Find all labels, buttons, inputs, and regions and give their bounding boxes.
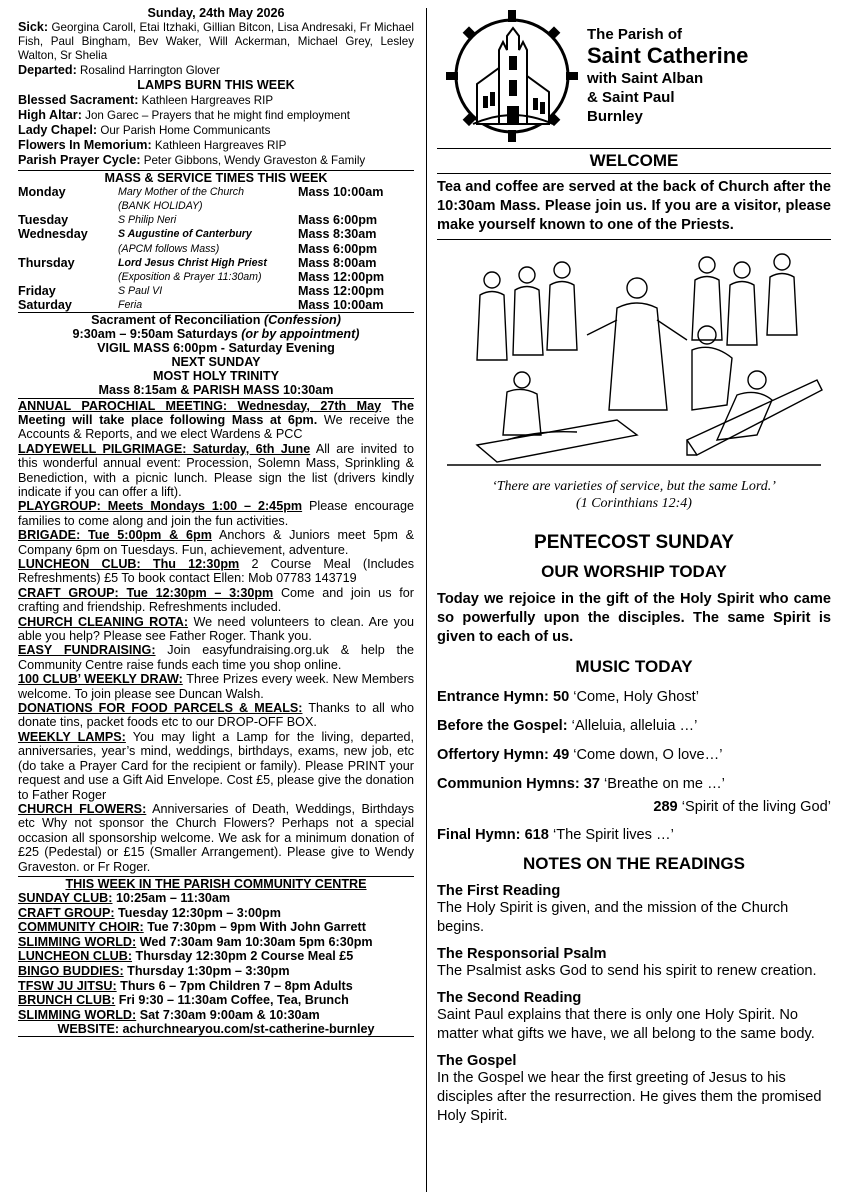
reading-text: Saint Paul explains that there is only one Holy Spirit. No matter what gifts we have, we all belong to the same body.	[437, 1007, 815, 1042]
centre-item	[18, 920, 414, 935]
lamp-line	[18, 123, 414, 138]
schedule-day: Saturday	[18, 297, 72, 312]
notice-title: EASY FUNDRAISING:	[18, 643, 156, 658]
schedule-time: Mass 6:00pm	[298, 241, 378, 256]
schedule-feast: S Augustine of Canterbury	[118, 228, 252, 241]
schedule-day: Thursday	[18, 255, 75, 270]
notice-item	[18, 643, 414, 672]
notice-text: Anchors & Juniors meet 5pm & Company 6pm on Tuesdays. Fun, achievement, adventure.	[18, 528, 414, 557]
lamp-text: Our Parish Home Communicants	[100, 123, 271, 137]
community-centre-section	[18, 876, 414, 1038]
lamp-line	[18, 153, 414, 168]
music-label: Before the Gospel:	[437, 718, 568, 734]
right-column	[437, 6, 831, 1126]
notice-item	[18, 701, 414, 730]
lamp-text: Kathleen Hargreaves RIP	[154, 138, 287, 152]
notice-item	[18, 399, 414, 442]
church-logo-icon	[437, 6, 587, 146]
reconciliation-line: Sacrament of Reconciliation (Confession)	[91, 312, 341, 327]
schedule-time: Mass 10:00am	[298, 185, 384, 200]
centre-item-title: BRUNCH CLUB:	[18, 993, 116, 1008]
notice-item	[18, 557, 414, 586]
centre-item	[18, 964, 414, 979]
notice-title: WEEKLY LAMPS:	[18, 729, 126, 744]
schedule-row	[18, 213, 414, 227]
parish-town: Burnley	[587, 108, 643, 125]
schedule-day: Tuesday	[18, 213, 69, 228]
pentecost-title: PENTECOST SUNDAY	[534, 532, 734, 553]
reading-title: The Responsorial Psalm	[437, 946, 607, 962]
reading-text: The Holy Spirit is given, and the mission of the Church begins.	[437, 900, 789, 935]
notice-title: DONATIONS FOR FOOD PARCELS & MEALS:	[18, 701, 303, 716]
music-list	[437, 688, 831, 793]
notice-text: Three Prizes every week. New Members welcome. To join please see Duncan Walsh.	[18, 672, 414, 701]
notice-text: Join easyfundraising.org.uk & help the Community Centre raise funds each time you shop online.	[18, 643, 415, 672]
lamp-text: Peter Gibbons, Wendy Graveston & Family	[143, 153, 366, 167]
centre-item-title: SLIMMING WORLD:	[18, 934, 137, 949]
centre-item-text: Thurs 6 – 7pm Children 7 – 8pm Adults	[116, 978, 353, 993]
lamp-text: Kathleen Hargreaves RIP	[141, 93, 274, 107]
final-hymn: Final Hymn: 618 ‘The Spirit lives …’	[437, 827, 674, 843]
schedule-row	[18, 270, 414, 284]
notice-title: LADYEWELL PILGRIMAGE: Saturday, 6th June	[18, 441, 311, 456]
schedule-time: Mass 12:00pm	[298, 269, 385, 284]
schedule-row	[18, 185, 414, 199]
schedule-time: Mass 6:00pm	[298, 213, 378, 228]
mass-schedule	[18, 185, 414, 312]
music-continuation: 289 ‘Spirit of the living God’	[653, 799, 831, 815]
centre-list	[18, 891, 414, 1022]
column-divider	[426, 8, 427, 1192]
music-text: ‘Come, Holy Ghost’	[569, 689, 699, 705]
notice-text: Please encourage families to come along and join the fun activities.	[18, 499, 414, 528]
notice-text: Anniversaries of Death, Weddings, Birthdays etc Why not sponsor the Church Flowers? Perhaps not a special occasion all sponsorship welcome. We ask for a minimum donation of £25 (Pedestal) or £15 (Smaller Arrangement). Please give to Wendy Graveston. or Fr Roger.	[18, 801, 414, 874]
lamps-list	[18, 93, 414, 168]
centre-item-text: Fri 9:30 – 11:30am Coffee, Tea, Brunch	[115, 993, 349, 1008]
centre-item-text: Tuesday 12:30pm – 3:00pm	[114, 905, 281, 920]
lamp-line	[18, 93, 414, 108]
centre-item-text: Sat 7:30am 9:00am & 10:30am	[136, 1007, 320, 1022]
schedule-feast: (Exposition & Prayer 11:30am)	[118, 270, 262, 283]
music-label: Communion Hymns: 37	[437, 776, 600, 792]
reading-title: The Gospel	[437, 1053, 517, 1069]
schedule-row	[18, 227, 414, 241]
newsletter-date: Sunday, 24th May 2026	[147, 6, 285, 20]
schedule-feast: (BANK HOLIDAY)	[118, 200, 203, 213]
welcome-text: Tea and coffee are served at the back of Church after the 10:30am Mass. Please join us. If you are a visitor, please make yourself known to one of the Priests.	[437, 179, 831, 233]
website-line[interactable]: WEBSITE: achurchnearyou.com/st-catherine-burnley	[57, 1022, 375, 1037]
notice-title: 100 CLUB’ WEEKLY DRAW:	[18, 672, 183, 687]
schedule-feast: S Philip Neri	[118, 214, 177, 227]
music-text: ‘Come down, O love…’	[569, 747, 723, 763]
notice-item	[18, 586, 414, 615]
reconciliation-times: 9:30am – 9:50am Saturdays (or by appointment)	[72, 327, 360, 342]
readings-list	[437, 883, 831, 1126]
reading-title: The Second Reading	[437, 990, 582, 1006]
notice-text: We need volunteers to clean. Are you able you help? Please see Father Roger. Thank you.	[18, 614, 414, 644]
lamp-line	[18, 138, 414, 153]
schedule-day: Wednesday	[18, 227, 88, 242]
scripture-quote: ‘There are varieties of service, but the same Lord.’ (1 Corinthians 12:4)	[492, 479, 776, 511]
centre-item-title: CRAFT GROUP:	[18, 905, 115, 920]
mass-times-section	[18, 170, 414, 313]
schedule-day: Friday	[18, 283, 56, 298]
schedule-row	[18, 199, 414, 213]
notices-list	[18, 399, 414, 874]
notice-item	[18, 499, 414, 528]
lamp-label: High Altar:	[18, 107, 82, 122]
notice-title: CRAFT GROUP: Tue 12:30pm – 3:30pm	[18, 585, 274, 600]
reading-text: The Psalmist asks God to send his spirit to renew creation.	[437, 963, 817, 979]
parish-name-block	[587, 26, 748, 126]
centre-item	[18, 993, 414, 1008]
next-sunday: NEXT SUNDAY	[171, 355, 261, 370]
notice-text: All are invited to this wonderful annual event: Procession, Solemn Mass, Sprinkling & Benediction, with a picnic lunch. Please sign the list (drivers kindly indicate if you can offer a lift).	[18, 441, 414, 499]
centre-item	[18, 935, 414, 950]
pentecost-illustration	[437, 239, 831, 470]
worship-text: Today we rejoice in the gift of the Holy Spirit who came so powerfully upon the disciples. The same Spirit is given to each of us.	[437, 591, 831, 645]
centre-item-title: SLIMMING WORLD:	[18, 1007, 137, 1022]
lamp-text: Jon Garec – Prayers that he might find employment	[85, 108, 350, 122]
schedule-feast: S Paul VI	[118, 284, 163, 297]
schedule-feast: Feria	[118, 298, 143, 311]
centre-item	[18, 891, 414, 906]
notice-item	[18, 802, 414, 874]
schedule-time: Mass 10:00am	[298, 297, 384, 312]
mass-times-title: MASS & SERVICE TIMES THIS WEEK	[104, 171, 328, 186]
music-item	[437, 775, 831, 793]
notice-title: BRIGADE: Tue 5:00pm & 6pm	[18, 528, 212, 543]
notice-title: PLAYGROUP: Meets Mondays 1:00 – 2:45pm	[18, 499, 303, 514]
schedule-feast: (APCM follows Mass)	[118, 242, 220, 255]
music-text: ‘Alleluia, alleluia …’	[567, 718, 698, 734]
vigil-mass: VIGIL MASS 6:00pm - Saturday Evening	[97, 341, 335, 356]
centre-title: THIS WEEK IN THE PARISH COMMUNITY CENTRE	[65, 876, 367, 891]
notice-item	[18, 672, 414, 701]
music-item	[437, 688, 831, 706]
music-item	[437, 746, 831, 764]
disciples-illustration-icon	[437, 240, 831, 470]
notice-text: 2 Course Meal (Includes Refreshments) £5 To book contact Ellen: Mob 07783 143719	[18, 557, 414, 586]
centre-item-text: Thursday 1:30pm – 3:30pm	[123, 964, 290, 978]
notice-item	[18, 442, 414, 500]
welcome-title: WELCOME	[437, 148, 831, 174]
notice-item	[18, 730, 414, 802]
schedule-row	[18, 298, 414, 312]
notice-bold: The Meeting will take place following Mass at 6pm.	[18, 398, 414, 427]
notice-item	[18, 615, 414, 644]
lamp-label: Blessed Sacrament:	[18, 92, 139, 107]
parish-header	[437, 6, 831, 146]
notice-title: LUNCHEON CLUB: Thu 12:30pm	[18, 557, 240, 571]
worship-title: OUR WORSHIP TODAY	[541, 562, 727, 581]
left-column	[18, 6, 414, 1037]
centre-item-title: BINGO BUDDIES:	[18, 964, 124, 978]
centre-item-text: Thursday 12:30pm 2 Course Meal £5	[132, 949, 354, 964]
schedule-time: Mass 8:30am	[298, 227, 377, 242]
schedule-row	[18, 256, 414, 270]
lamp-label: Lady Chapel:	[18, 122, 98, 137]
music-text: ‘Breathe on me …’	[599, 776, 725, 792]
schedule-row	[18, 284, 414, 298]
notice-text: Come and join us for crafting and friendship. Refreshments included.	[18, 585, 414, 615]
notice-text: We receive the Accounts & Reports, and we elect Wardens & PCC	[18, 412, 415, 442]
lamp-line	[18, 108, 414, 123]
next-feast: MOST HOLY TRINITY	[153, 369, 279, 384]
notice-title: CHURCH FLOWERS:	[18, 801, 147, 816]
parish-with-1: with Saint Alban	[587, 70, 704, 87]
music-label: Entrance Hymn: 50	[437, 689, 570, 705]
notice-item	[18, 528, 414, 557]
lamp-label: Flowers In Memorium:	[18, 137, 152, 152]
schedule-row	[18, 242, 414, 256]
centre-item	[18, 906, 414, 921]
figure-group-right	[692, 254, 797, 345]
lamps-title: LAMPS BURN THIS WEEK	[137, 78, 295, 93]
reading-text: In the Gospel we hear the first greeting of Jesus to his disciples after the resurrection. He gives them the promised Holy Spirit.	[437, 1070, 822, 1124]
lamp-label: Parish Prayer Cycle:	[18, 152, 141, 167]
centre-item-title: TFSW JU JITSU:	[18, 978, 117, 993]
parish-saint: Saint Catherine	[587, 43, 749, 68]
notice-title: CHURCH CLEANING ROTA:	[18, 614, 189, 629]
centre-item-title: LUNCHEON CLUB:	[18, 949, 133, 964]
centre-item-text: 10:25am – 11:30am	[112, 891, 231, 906]
next-masses: Mass 8:15am & PARISH MASS 10:30am	[18, 383, 414, 398]
music-title: MUSIC TODAY	[575, 657, 693, 676]
notice-text: Thanks to all who donate tins, packet foods etc to our DROP-OFF BOX.	[18, 701, 414, 730]
centre-item	[18, 979, 414, 994]
schedule-feast: Mary Mother of the Church	[118, 186, 244, 199]
music-item	[437, 717, 831, 735]
figure-group-left	[477, 262, 577, 360]
schedule-day: Monday	[18, 185, 66, 200]
centre-item-title: COMMUNITY CHOIR:	[18, 920, 144, 935]
parish-with-2: & Saint Paul	[587, 89, 675, 106]
centre-item-text: Tue 7:30pm – 9pm With John Garrett	[143, 920, 366, 935]
schedule-feast: Lord Jesus Christ High Priest	[118, 256, 267, 269]
notice-text: You may light a Lamp for the living, departed, anniversaries, year’s mind, weddings, birthdays, exams, new job, etc (do take a Prayer Card for the recipient or family). Please PRINT your request and use a Gift Aid Envelope. Cost £5, please give the donation to Father Roger	[18, 729, 414, 802]
centre-item	[18, 949, 414, 964]
reading-title: The First Reading	[437, 883, 561, 899]
notice-title: ANNUAL PAROCHIAL MEETING: Wednesday, 27th May	[18, 398, 382, 413]
schedule-time: Mass 8:00am	[298, 255, 377, 270]
music-label: Offertory Hymn: 49	[437, 747, 570, 763]
centre-item	[18, 1008, 414, 1023]
schedule-time: Mass 12:00pm	[298, 283, 385, 298]
centre-item-text: Wed 7:30am 9am 10:30am 5pm 6:30pm	[136, 934, 373, 949]
centre-item-title: SUNDAY CLUB:	[18, 891, 113, 906]
departed-line: Departed: Rosalind Harrington Glover	[18, 63, 220, 78]
notes-title: NOTES ON THE READINGS	[523, 854, 745, 873]
parish-of: The Parish of	[587, 26, 683, 43]
sick-list: Sick: Georgina Caroll, Etai Itzhaki, Gillian Bitcon, Lisa Andresaki, Fr Michael Fish, Paul Bingham, Bev Waker, Will Ackerman, Michael Grey, Lesley Walton, Sr Shelia	[18, 20, 414, 63]
